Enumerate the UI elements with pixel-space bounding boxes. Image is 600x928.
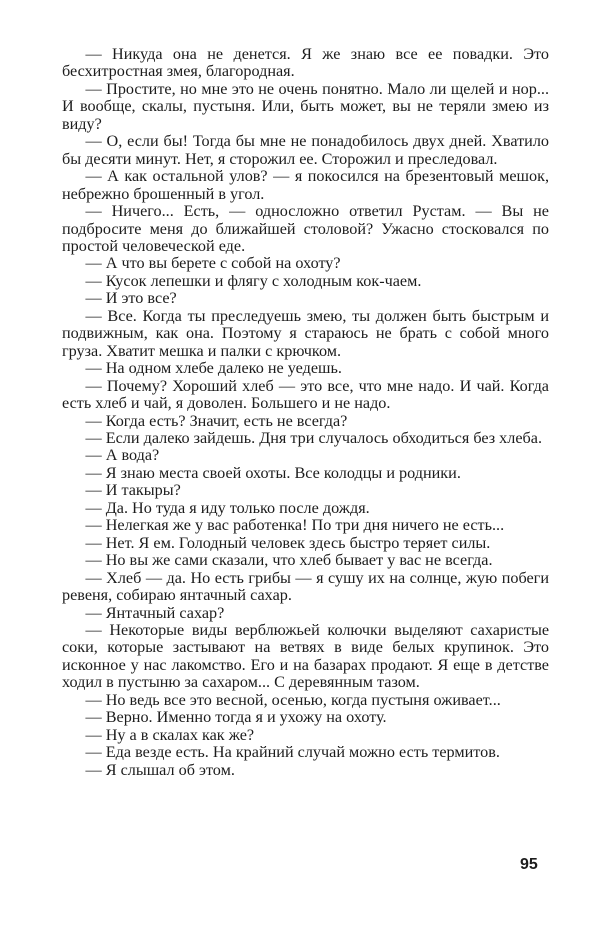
paragraph: — О, если бы! Тогда бы мне не понадобилось двух дней. Хватило бы десяти минут. Нет, я сторожил ее. Сторожил и преследовал. [62,132,549,168]
paragraph: — Хлеб — да. Но есть грибы — я сушу их на солнце, жую побеги ревеня, собираю янтачный сахар. [62,568,549,605]
paragraph: — Простите, но мне это не очень понятно. Мало ли щелей и нор... И вообще, скалы, пустыня. Или, быть может, вы не теряли змею из виду? [62,79,549,133]
paragraph: — Но вы же сами сказали, что хлеб бывает у вас не всегда. [85,551,493,570]
paragraph: — Некоторые виды верблюжьей колючки выделяют сахаристые соки, которые застывают на ветвях в виде белых крупинок. Это исконное у нас лакомство. Его и на базарах продают. Я еще в детстве ходил в пустыню за сахаром... С деревянным тазом. [62,620,549,692]
paragraph: — Все. Когда ты преследуешь змею, ты должен быть быстрым и подвижным, как она. Поэтому я стараюсь не брать с собой много груза. Хватит мешка и палки с крючком. [62,306,549,360]
paragraph: — Никуда она не денется. Я же знаю все ее повадки. Это бесхитростная змея, благородная. [62,45,549,81]
paragraph: — Янтачный сахар? [85,603,225,622]
paragraph: — Верно. Именно тогда я и ухожу на охоту. [85,708,387,727]
paragraph: — Если далеко зайдешь. Дня три случалось обходиться без хлеба. [85,428,542,447]
page-number: 95 [520,856,538,873]
paragraph: — Еда везде есть. На крайний случай можно есть термитов. [85,743,500,762]
paragraph: — И такыры? [85,481,181,500]
paragraph: — А как остальной улов? — я покосился на брезентовый мешок, небрежно брошенный в угол. [62,167,549,203]
paragraph: — Почему? Хороший хлеб — это все, что мне надо. И чай. Когда есть хлеб и чай, я доволен. Большего и не надо. [62,376,549,413]
paragraph: — Когда есть? Значит, есть не всегда? [85,411,348,430]
paragraph: — Но ведь все это весной, осенью, когда пустыня оживает... [85,690,501,709]
paragraph: — Я слышал об этом. [85,760,235,779]
paragraph: — А вода? [85,446,160,465]
paragraph: — Нет. Я ем. Голодный человек здесь быстро теряет силы. [85,533,491,552]
paragraph: — А что вы берете с собой на охоту? [85,254,341,273]
paragraph: — Я знаю места своей охоты. Все колодцы и родники. [85,463,461,482]
paragraph: — Да. Но туда я иду только после дождя. [85,498,370,517]
paragraph: — На одном хлебе далеко не уедешь. [85,359,342,378]
paragraph: — Нелегкая же у вас работенка! По три дня ничего не есть... [85,516,505,535]
paragraph: — Кусок лепешки и флягу с холодным кок-чаем. [85,271,422,290]
paragraph: — И это все? [85,289,177,308]
paragraph: — Ничего... Есть, — односложно ответил Рустам. — Вы не подбросите меня до ближайшей столовой? Ужасно стосковался по простой человеческой еде. [62,202,549,255]
paragraph: — Ну а в скалах как же? [85,725,255,744]
body-text [62,46,549,779]
